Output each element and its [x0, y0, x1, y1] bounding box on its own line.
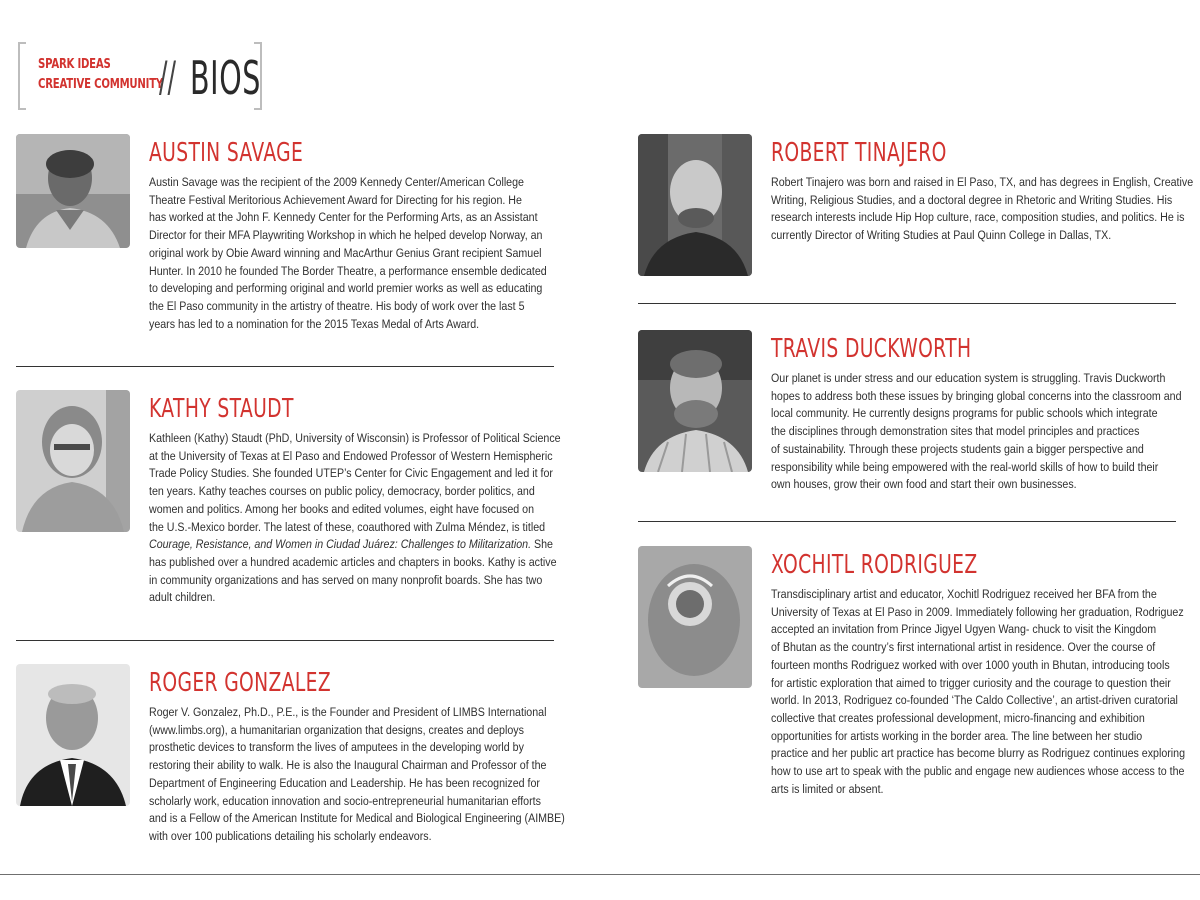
bio-line: Department of Engineering Education and Leadership. He has been recognized for [149, 775, 540, 790]
bio-name: ROBERT TINAJERO [771, 138, 947, 168]
bio-line-rest: She [531, 537, 553, 552]
section-divider [638, 521, 1176, 522]
bio-name: KATHY STAUDT [149, 394, 294, 424]
bio-line: with over 100 publications detailing his scholarly endeavors. [149, 828, 432, 843]
bio-line: fourteen months Rodriguez worked with over 1000 youth in Bhutan, introducing tools [771, 657, 1170, 672]
portrait-photo [638, 134, 752, 276]
portrait-photo [16, 390, 130, 532]
bio-line: own houses, grow their own food and start their own businesses. [771, 477, 1077, 492]
bio-line: Theatre Festival Meritorious Achievement Award for Directing for his region. He [149, 192, 522, 207]
bio-line: research interests include Hip Hop culture, race, composition studies, and politics. He is [771, 210, 1185, 225]
portrait-photo [638, 546, 752, 688]
bio-line: local community. He currently designs programs for public schools which integrate [771, 406, 1158, 421]
bio-line: the U.S.-Mexico border. The latest of these, coauthored with Zulma Méndez, is titled [149, 519, 546, 534]
page-header [18, 42, 262, 110]
bio-line: Austin Savage was the recipient of the 2009 Kennedy Center/American College [149, 175, 524, 189]
bio-line: to developing and performing original and world premier works as well as educating [149, 281, 543, 296]
bio-xochitl-rodriguez [638, 546, 1188, 816]
portrait-photo [638, 330, 752, 472]
bio-line: how to use art to speak with the public and engage new audiences whose access to the [771, 764, 1185, 779]
bio-line: of Bhutan as the country’s first international artist in residence. Over the course of [771, 640, 1156, 655]
bio-line: Kathleen (Kathy) Staudt (PhD, University of Wisconsin) is Professor of Political Science [149, 431, 561, 445]
header-separator: // [159, 52, 176, 101]
bio-line: opportunities for artists working in the border area. The line between her studio [771, 728, 1143, 743]
bio-line: responsibility while being empowered with the real-world skills of how to build their [771, 459, 1159, 474]
bio-text [149, 430, 561, 607]
bio-text [149, 704, 565, 846]
bio-text [771, 586, 1185, 798]
bio-robert-tinajero [638, 134, 1194, 284]
bio-line: years has led to a nomination for the 2015 Texas Medal of Arts Award. [149, 316, 480, 331]
bio-line: Roger V. Gonzalez, Ph.D., P.E., is the Founder and President of LIMBS International [149, 705, 547, 719]
page-title: BIOS [190, 51, 262, 105]
header-bracket-right [254, 42, 262, 110]
bio-roger-gonzalez [16, 664, 565, 864]
bio-line: and is a Fellow of the American Institute for Medical and Biological Engineering (AIMBE) [149, 811, 565, 826]
bio-austin-savage [16, 134, 556, 364]
bio-line: scholarly work, education innovation and socio-entrepreneurial humanitarian efforts [149, 793, 541, 808]
bio-line: collective that creates professional development, micro-financing and exhibition [771, 710, 1145, 725]
bio-line: has published over a hundred academic articles and chapters in books. Kathy is active [149, 554, 557, 569]
bio-line: Writing, Religious Studies, and a doctoral degree in Rhetoric and Writing Studies. His [771, 192, 1173, 207]
header-bracket-left [18, 42, 26, 110]
bio-line: for artistic exploration that aimed to trigger curiosity and the courage to question their [771, 675, 1171, 690]
bio-line: accepted an invitation from Prince Jigyel Ugyen Wang- chuck to visit the Kingdom [771, 622, 1157, 637]
section-divider [16, 640, 554, 641]
bio-line: adult children. [149, 590, 216, 605]
bio-line: the El Paso community in the artistry of theatre. His body of work over the last 5 [149, 298, 525, 313]
bio-line: prosthetic devices to transform the lives of amputees in the developing world by [149, 740, 524, 755]
bio-line: women and politics. Among her books and edited volumes, eight have focused on [149, 501, 535, 516]
bio-line: (www.limbs.org), a humanitarian organization that designs, creates and deploys [149, 722, 524, 737]
bio-line: has worked at the John F. Kennedy Center for the Performing Arts, as an Assistant [149, 210, 538, 225]
section-divider [638, 303, 1176, 304]
bio-line: Hunter. In 2010 he founded The Border Theatre, a performance ensemble dedicated [149, 263, 547, 278]
bio-name: XOCHITL RODRIGUEZ [771, 550, 978, 580]
bio-line: Transdisciplinary artist and educator, Xochitl Rodriguez received her BFA from the [771, 587, 1157, 601]
section-divider [16, 366, 554, 367]
bio-name: TRAVIS DUCKWORTH [771, 334, 972, 364]
header-kicker-line1: SPARK IDEAS [38, 57, 111, 72]
bio-line: University of Texas at El Paso in 2009. Immediately following her graduation, Rodriguez [771, 604, 1184, 619]
bio-name: ROGER GONZALEZ [149, 668, 332, 698]
bio-line-italic-title [149, 536, 561, 554]
portrait-photo [16, 664, 130, 806]
bio-line: in community organizations and has served on many nonprofit boards. She has two [149, 572, 543, 587]
bio-line: currently Director of Writing Studies at Paul Quinn College in Dallas, TX. [771, 228, 1112, 243]
bio-line: of sustainability. Through these projects students gain a bigger perspective and [771, 441, 1144, 456]
bio-line: restoring their ability to walk. He is also the Inaugural Chairman and Professor of the [149, 758, 547, 773]
portrait-photo [16, 134, 130, 248]
bio-kathy-staudt [16, 390, 561, 625]
bio-line: original work by Obie Award winning and MacArthur Genius Grant recipient Samuel [149, 245, 542, 260]
bio-line: Trade Policy Studies. She founded UTEP’s Center for Civic Engagement and led it for [149, 466, 553, 481]
book-title: Courage, Resistance, and Women in Ciudad Juárez: Challenges to Militarization. [149, 537, 532, 552]
bio-travis-duckworth [638, 330, 1188, 510]
bio-line: ten years. Kathy teaches courses on public policy, democracy, border politics, and [149, 484, 535, 499]
header-kicker-line2: CREATIVE COMMUNITY [38, 77, 164, 92]
bio-line: world. In 2013, Rodriguez co-founded ‘The Caldo Collective’, an artist-driven curatorial [771, 693, 1178, 708]
bio-line: Director for their MFA Playwriting Workshop in which he helped develop Norway, an [149, 228, 543, 243]
bio-line: arts is limited or absent. [771, 781, 884, 796]
bio-text [771, 174, 1193, 245]
bio-name: AUSTIN SAVAGE [149, 138, 304, 168]
bio-line: Our planet is under stress and our education system is struggling. Travis Duckworth [771, 371, 1166, 385]
bio-line: Robert Tinajero was born and raised in El Paso, TX, and has degrees in English, Creative [771, 175, 1194, 189]
header-kicker [38, 55, 163, 95]
page-bottom-border [0, 874, 1200, 875]
bio-line: practice and her public art practice has become blurry as Rodriguez continues exploring [771, 746, 1186, 761]
bio-line: the disciplines through demonstration sites that model principles and practices [771, 424, 1140, 439]
bio-text [149, 174, 547, 333]
bio-line: hopes to address both these issues by bringing global concerns into the classroom and [771, 388, 1182, 403]
bio-text [771, 370, 1182, 494]
bio-line: at the University of Texas at El Paso and Endowed Professor of Western Hemispheric [149, 448, 553, 463]
